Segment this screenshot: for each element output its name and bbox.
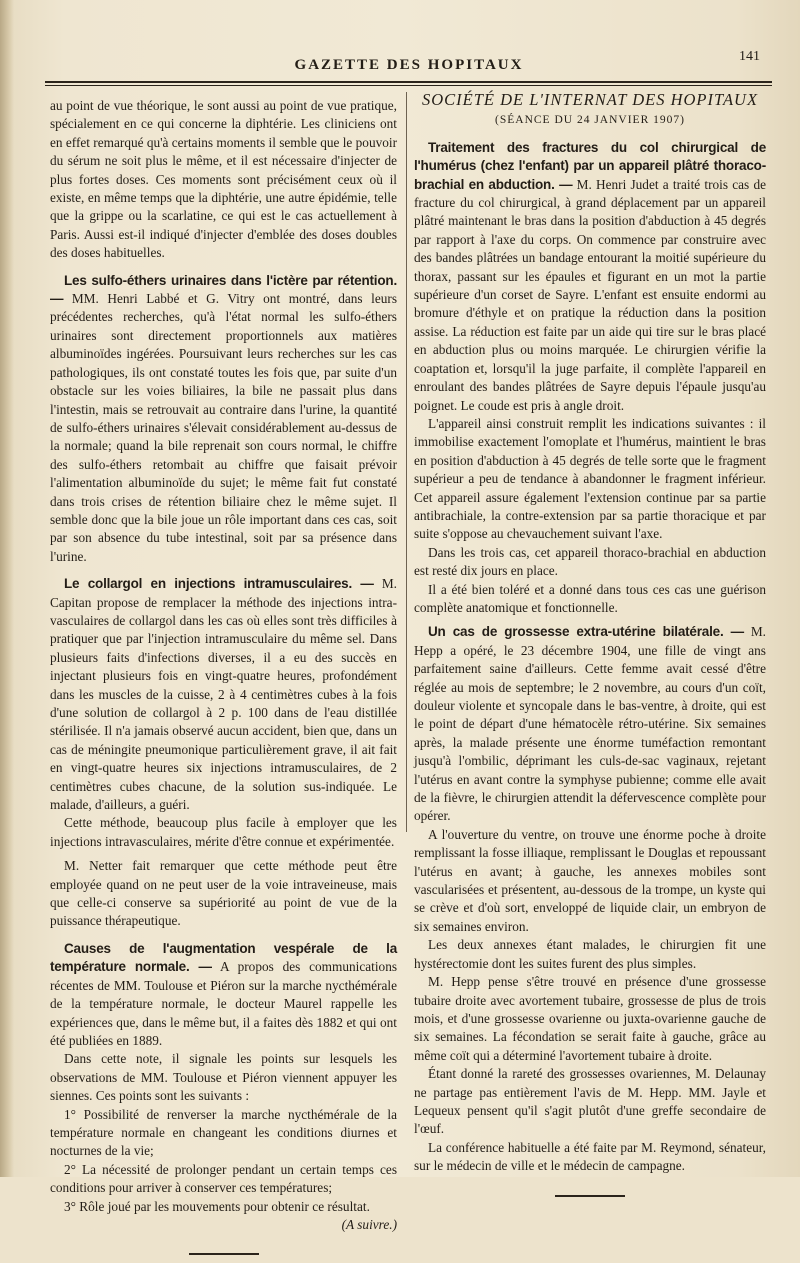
section-text: M. Henri Judet a traité trois cas de fracture du col chirurgical, à grand déplacement par un appareil plâtré maintenant le bras dans la position d'abduction à 45 degrés par rapport à l'axe du corps. On commence par construire avec des bandes plâtrées un bandage entourant la moitié supérieure du thorax, passant sur les épaules et figurant en un mot la partie supérieure d'un corset de Sayre. L'enfant est ensuite endormi au bromure d'éthyle et on pratique la réduction dans la position assise. La réduction est faite par un aide qui tire sur le bras placé en abduction plus ou moins marquée. Le chirurgien vérifie la coaptation et, lorsqu'il la juge parfaite, il complète l'appareil en enroulant des bandes plâtrées de Sayre depuis l'épaule jusqu'au poignet. Le coude est pris à angle droit. <box>414 176 766 413</box>
section-text: MM. Henri Labbé et G. Vitry ont montré, dans leurs précédentes recherches, qu'à l'état normal les sulfo-éthers urinaires sont directement proportionnels aux matières albuminoïdes ingérées. Poursuivant leurs recherches sur les cas pathologiques, ils ont constaté toutes les fois que, par suite d'un obstacle sur les voies biliaires, la bile ne passait plus dans l'intestin, mais se retrouvait au contraire dans l'urine, la quantité de sulfo-éthers urinaires s'élevait considérablement au-dessus de la normale; quand la bile reprenait son cours normal, le chiffre des sulfo-éthers retombait au chiffre que faisait prévoir l'alimentation albuminoïde du sujet; le même fait fut constaté dans trois crises de rétention biliaire chez le même sujet. Il semble donc que la bile joue un rôle important dans ces cas, soit par son absence du tube intestinal, soit par sa présence dans l'urine. <box>50 291 397 564</box>
section-heading: Causes de l'augmentation vespérale de la température normale. — <box>50 940 397 975</box>
section-temperature <box>50 940 397 1050</box>
section-heading: Un cas de grossesse extra-utérine bilatérale. — <box>428 624 744 640</box>
left-column <box>50 97 397 1252</box>
society-title: SOCIÉTÉ DE L'INTERNAT DES HOPITAUX <box>421 90 759 109</box>
section-fractures <box>414 139 766 415</box>
paragraph: Cette méthode, beaucoup plus facile à employer que les injections intravasculaires, mérite d'être connue et expérimentée. <box>50 815 397 849</box>
binding-shadow <box>0 0 14 1177</box>
list-item: 1° Possibilité de renverser la marche nycthémérale de la température normale en changeant les conditions diurnes et nocturnes de la vie; <box>50 1106 397 1159</box>
section-text: M. Hepp a opéré, le 23 décembre 1904, une fille de vingt ans parfaitement saine d'ailleurs. Cette femme avait cessé d'être réglée au mois de septembre; le 2 novembre, au cours d'un coït, douleur violente et syncopale dans le bas-ventre, à droite, qui est le point de départ d'une hématocèle rétro-utérine. Six semaines après, la malade présente une énorme tuméfaction remontant jusqu'à l'ombilic, déprimant les culs-de-sac vaginaux, rejetant l'utérus en avant contre la symphyse pubienne; comme elle avait de la fièvre, le chirurgien attendit la défervescence complète pour opérer. <box>414 624 766 824</box>
section-sulfo-ethers <box>50 272 397 567</box>
section-grossesse <box>414 623 766 825</box>
section-heading: Le collargol en injections intramusculaires. — <box>64 576 374 592</box>
paragraph: Étant donné la rareté des grossesses ovariennes, M. Delaunay ne partage pas entièrement l'avis de M. Hepp. MM. Jayle et Lequeux pensent qu'il s'agit plutôt d'une greffe secondaire de l'œuf. <box>414 1066 766 1137</box>
list-item: 3° Rôle joué par les mouvements pour obtenir ce résultat. <box>64 1198 370 1214</box>
paragraph: La conférence habituelle a été faite par M. Reymond, sénateur, sur le médecin de ville et le médecin de campagne. <box>414 1139 766 1174</box>
paragraph: M. Hepp pense s'être trouvé en présence d'une grossesse tubaire droite avec avortement tubaire, grossesse de plus de trois mois, et d'une grossesse ovarienne ou juxta-ovarienne gauche de six semaines. La fécondation se serait faite à gauche, grâce au même coït qui a déterminé l'avortement tubaire à droite. <box>414 974 766 1063</box>
section-collargol <box>50 575 397 814</box>
a-suivre: (A suivre.) <box>341 1216 397 1232</box>
list-item: 2° La nécessité de prolonger pendant un certain temps ces conditions pour arriver à conserver ces températures; <box>50 1161 397 1196</box>
column-divider <box>406 92 407 832</box>
header-rule-thin <box>45 85 772 86</box>
paragraph: Dans les trois cas, cet appareil thoraco-brachial en abduction est resté dix jours en place. <box>414 544 766 579</box>
section-text: M. Capitan propose de remplacer la méthode des injections intra-vasculaires de collargol dans les cas où elles sont très difficiles à pratiquer que par l'injection intramusculaire du même sel. Dans plusieurs faits d'infections diverses, il a eu des succès en injectant plusieurs fois en vingt-quatre heures, profondément dans les muscles de la cuisse, 2 à 4 centimètres cubes à la fois d'une solution de collargol à 2 p. 100 dans de l'eau distillée stérilisée. Il n'a jamais observé aucun accident, bien que, dans un cas de méningite pneumonique particulièrement grave, il ait fait en vingt-quatre heures six injections intramusculaires, de 2 centimètres cubes chacune, de la solution sus-indiquée. Le malade, d'ailleurs, a guéri. <box>50 576 397 813</box>
end-ornament <box>414 1186 766 1194</box>
society-date: (SÉANCE DU 24 JANVIER 1907) <box>495 114 685 127</box>
paragraph: Il a été bien toléré et a donné dans tous ces cas une guérison complète anatomique et fonctionnelle. <box>414 581 766 615</box>
paragraph: au point de vue théorique, le sont aussi au point de vue pratique, spécialement en ce qui concerne la diphtérie. Les cliniciens ont en effet remarqué qu'à certains moments il semble que le pouvoir du sérum ne soit plus le même, et il est nécessaire d'injecter de plus fortes doses. Ces moments sont précisément ceux où il existe, en même temps que la diphtérie, une autre épidémie, telle que la grippe ou la scarlatine, ce qui est le cas actuellement à Paris. Aussi est-il indiqué d'injecter d'emblée des doses doubles des doses habituelles. <box>50 98 398 261</box>
running-title: GAZETTE DES HOPITAUX <box>294 57 524 73</box>
end-ornament <box>50 1244 397 1252</box>
page-number: 141 <box>739 49 760 64</box>
paragraph: Les deux annexes étant malades, le chirurgien fit une hystérectomie dont les suites furent des plus simples. <box>414 937 766 971</box>
header-rule <box>45 81 772 83</box>
paragraph: A l'ouverture du ventre, on trouve une énorme poche à droite remplissant la fosse illiaque, remplissant le Douglas et repoussant l'utérus en avant; à gauche, les annexes mobiles sont vascularisées et présentent, au-dessous de la trompe, un kyste qui se crève et d'où sort, enveloppé de liquide clair, un embryon de six semaines environ. <box>414 826 766 934</box>
section-heading: Les sulfo-éthers urinaires dans l'ictère par rétention. — <box>50 272 397 307</box>
paragraph: M. Netter fait remarquer que cette méthode peut être employée quand on ne peut user de la voie intraveineuse, mais que celle-ci conserve sa supériorité au point de vue de la puissance thérapeutique. <box>50 858 397 929</box>
section-text: A propos des communications récentes de MM. Toulouse et Piéron sur la marche nycthémérale de la température normale, le docteur Maurel rappelle les expériences que, dans le même but, il a faites dès 1882 et qui ont été publiées en 1889. <box>50 959 398 1048</box>
right-column <box>414 90 766 1194</box>
section-heading: Traitement des fractures du col chirurgical de l'humérus (chez l'enfant) par un appareil plâtré thoraco-brachial en abduction. — <box>414 139 766 192</box>
paragraph: Dans cette note, il signale les points sur lesquels les observations de MM. Toulouse et Piéron viennent appuyer les siennes. Ces points sont les suivants : <box>50 1051 397 1104</box>
paragraph: L'appareil ainsi construit remplit les indications suivantes : il immobilise exactement l'omoplate et l'humérus, maintient le bras en position d'abduction à 45 degrés de telle sorte que le fragment supérieur a peu de tendance à abandonner le fragment inférieur. Cet appareil assure également l'extension continue par sa partie antibrachiale, la contre-extension par sa partie thoracique et par suite s'oppose au chevauchement suivant l'axe. <box>414 415 766 542</box>
